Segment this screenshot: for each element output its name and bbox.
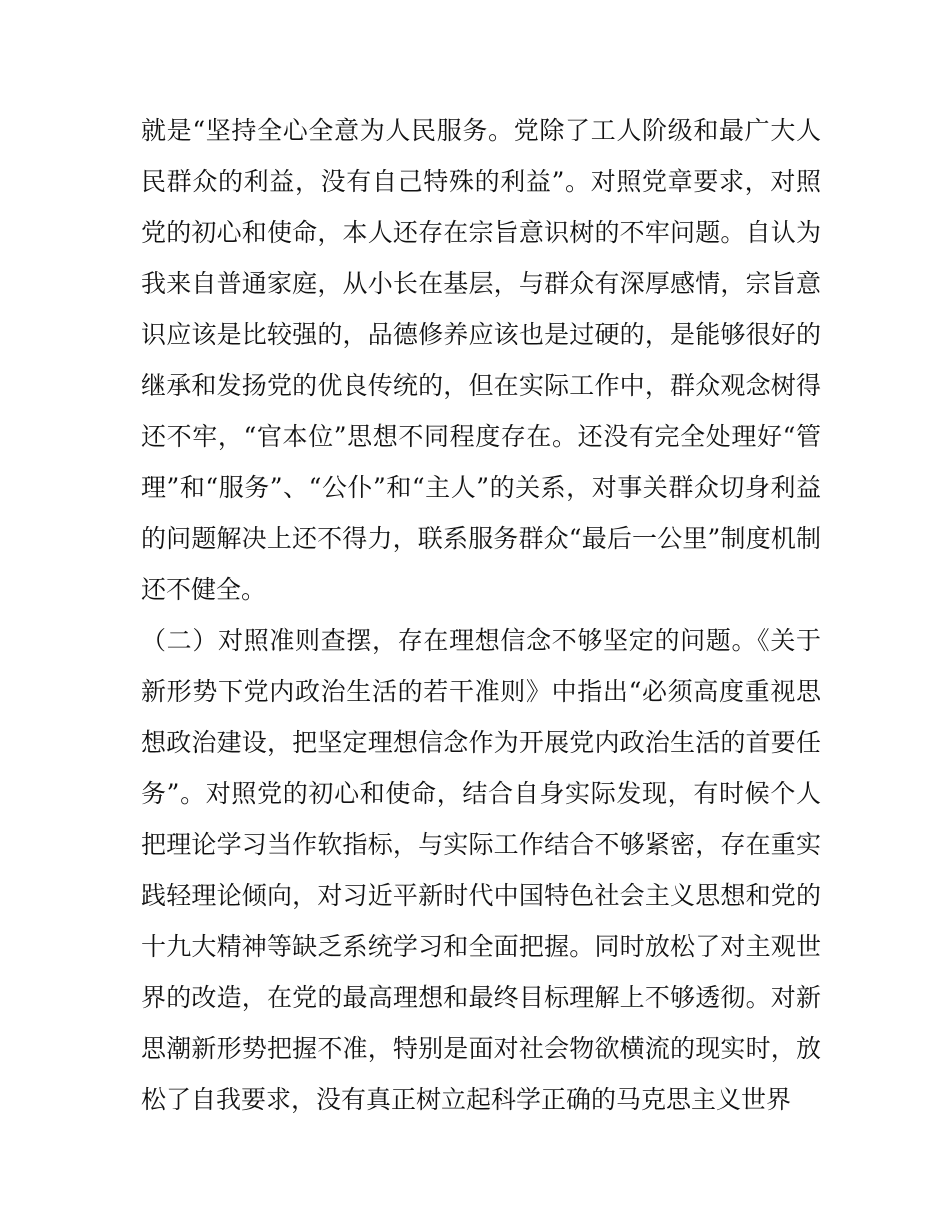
text-line: 理”和“服务”、“公仆”和“主人”的关系，对事关群众切身利益 xyxy=(141,473,821,502)
text-line: 民群众的利益，没有自己特殊的利益”。对照党章要求，对照 xyxy=(141,167,821,196)
text-line: 思潮新形势把握不准，特别是面对社会物欲横流的现实时，放 xyxy=(141,1034,821,1063)
text-line: 继承和发扬党的优良传统的，但在实际工作中，群众观念树得 xyxy=(141,371,821,400)
text-line: 想政治建设，把坚定理想信念作为开展党内政治生活的首要任 xyxy=(141,728,821,757)
body-text xyxy=(141,105,821,1125)
text-line: 把理论学习当作软指标，与实际工作结合不够紧密，存在重实 xyxy=(141,830,821,859)
text-line: 践轻理论倾向，对习近平新时代中国特色社会主义思想和党的 xyxy=(141,881,821,910)
text-line: 就是“坚持全心全意为人民服务。党除了工人阶级和最广大人 xyxy=(141,116,821,145)
text-line: 的问题解决上还不得力，联系服务群众“最后一公里”制度机制 xyxy=(141,524,821,553)
text-line: 新形势下党内政治生活的若干准则》中指出“必须高度重视思 xyxy=(141,677,821,706)
text-line: 党的初心和使命，本人还存在宗旨意识树的不牢问题。自认为 xyxy=(141,218,821,247)
text-line: 务”。对照党的初心和使命，结合自身实际发现，有时候个人 xyxy=(141,779,821,808)
text-line: 界的改造，在党的最高理想和最终目标理解上不够透彻。对新 xyxy=(141,983,821,1012)
text-line: 松了自我要求，没有真正树立起科学正确的马克思主义世界 xyxy=(141,1085,792,1114)
text-line: 还不健全。 xyxy=(141,575,267,604)
text-line: 识应该是比较强的，品德修养应该也是过硬的，是能够很好的 xyxy=(141,320,821,349)
text-line: 十九大精神等缺乏系统学习和全面把握。同时放松了对主观世 xyxy=(141,932,821,961)
text-line: 我来自普通家庭，从小长在基层，与群众有深厚感情，宗旨意 xyxy=(141,269,821,298)
section-heading-line: （二）对照准则查摆，存在理想信念不够坚定的问题。《关于 xyxy=(141,626,821,655)
text-line: 还不牢，“官本位”思想不同程度存在。还没有完全处理好“管 xyxy=(141,422,821,451)
